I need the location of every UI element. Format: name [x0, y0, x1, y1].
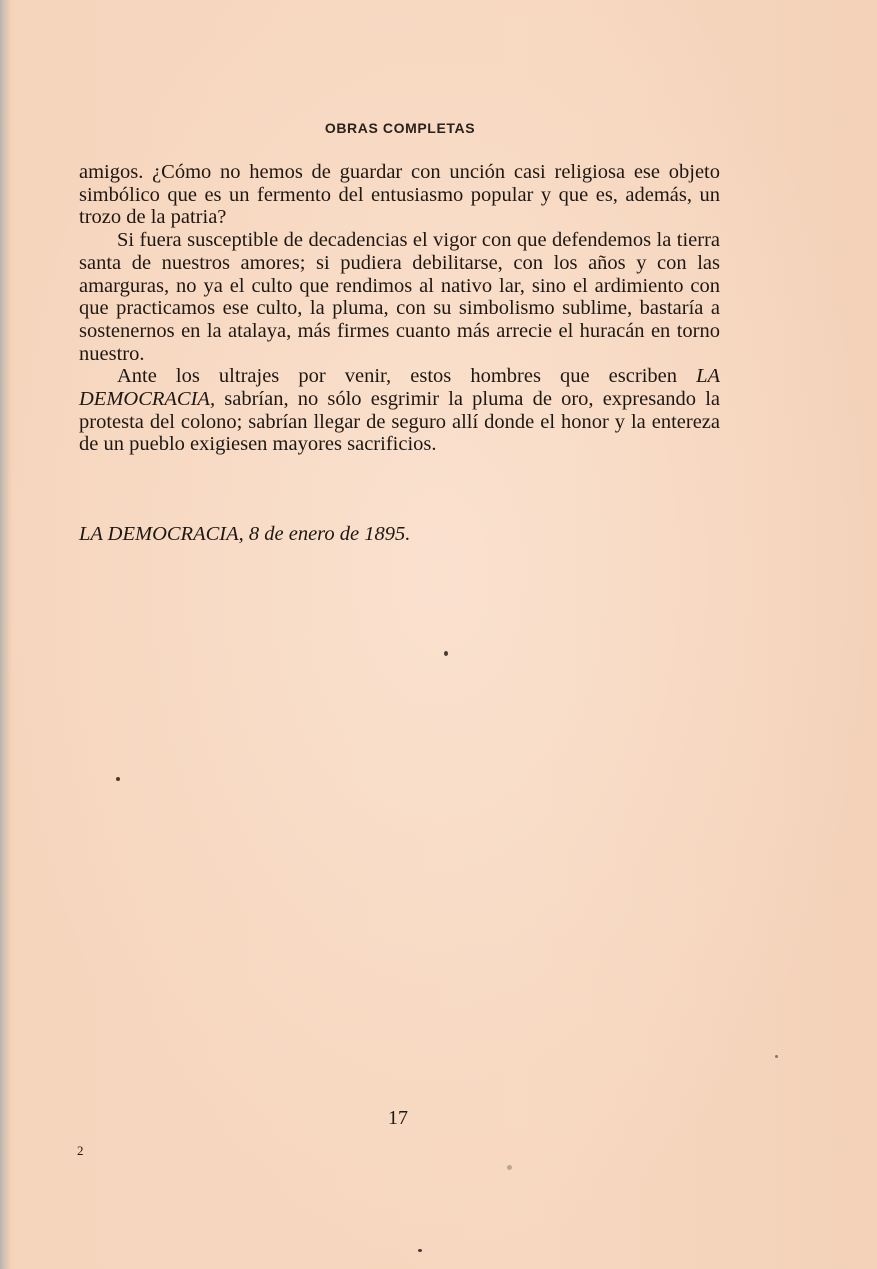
- paper-speck: [444, 651, 448, 656]
- running-header: OBRAS COMPLETAS: [324, 120, 476, 136]
- paragraph-2: Si fuera susceptible de decadencias el vigor con que defendemos la tierra santa de nuestros amores; si pudiera debilitarse, con los años y con las amarguras, no ya el culto que rendimos al nativo lar, sino el ardimiento con que practicamos ese culto, la pluma, con su simbolismo sublime, bastaría a sostenernos en la atalaya, más firmes cuanto más arrecie el huracán en torno nuestro.: [79, 229, 720, 365]
- paragraph-3-end: sabrían, no sólo esgrimir la pluma de oro, expresando la protesta del colono; sabrían llegar de seguro allí donde el honor y la entereza de un pueblo exigiesen mayores sacrificios.: [79, 388, 720, 456]
- source-citation: LA DEMOCRACIA, 8 de enero de 1895.: [79, 523, 411, 545]
- paper-speck: [775, 1055, 778, 1058]
- page-binding-shadow: [0, 0, 10, 1269]
- paper-speck: [507, 1165, 512, 1170]
- paper-speck: [116, 777, 120, 781]
- paper-speck: [418, 1249, 422, 1252]
- signature-mark: 2: [77, 1143, 84, 1158]
- paragraph-3: [79, 365, 720, 456]
- article-body: [79, 161, 720, 456]
- publication-name: LA DEMOCRACIA,: [79, 365, 720, 411]
- paragraph-1: amigos. ¿Cómo no hemos de guardar con unción casi religiosa ese objeto simbólico que es un fermento del entusiasmo popular y que es, además, un trozo de la patria?: [79, 161, 720, 229]
- page-number: 17: [388, 1107, 408, 1129]
- paragraph-3-start: Ante los ultrajes por venir, estos hombres que escriben: [117, 365, 697, 388]
